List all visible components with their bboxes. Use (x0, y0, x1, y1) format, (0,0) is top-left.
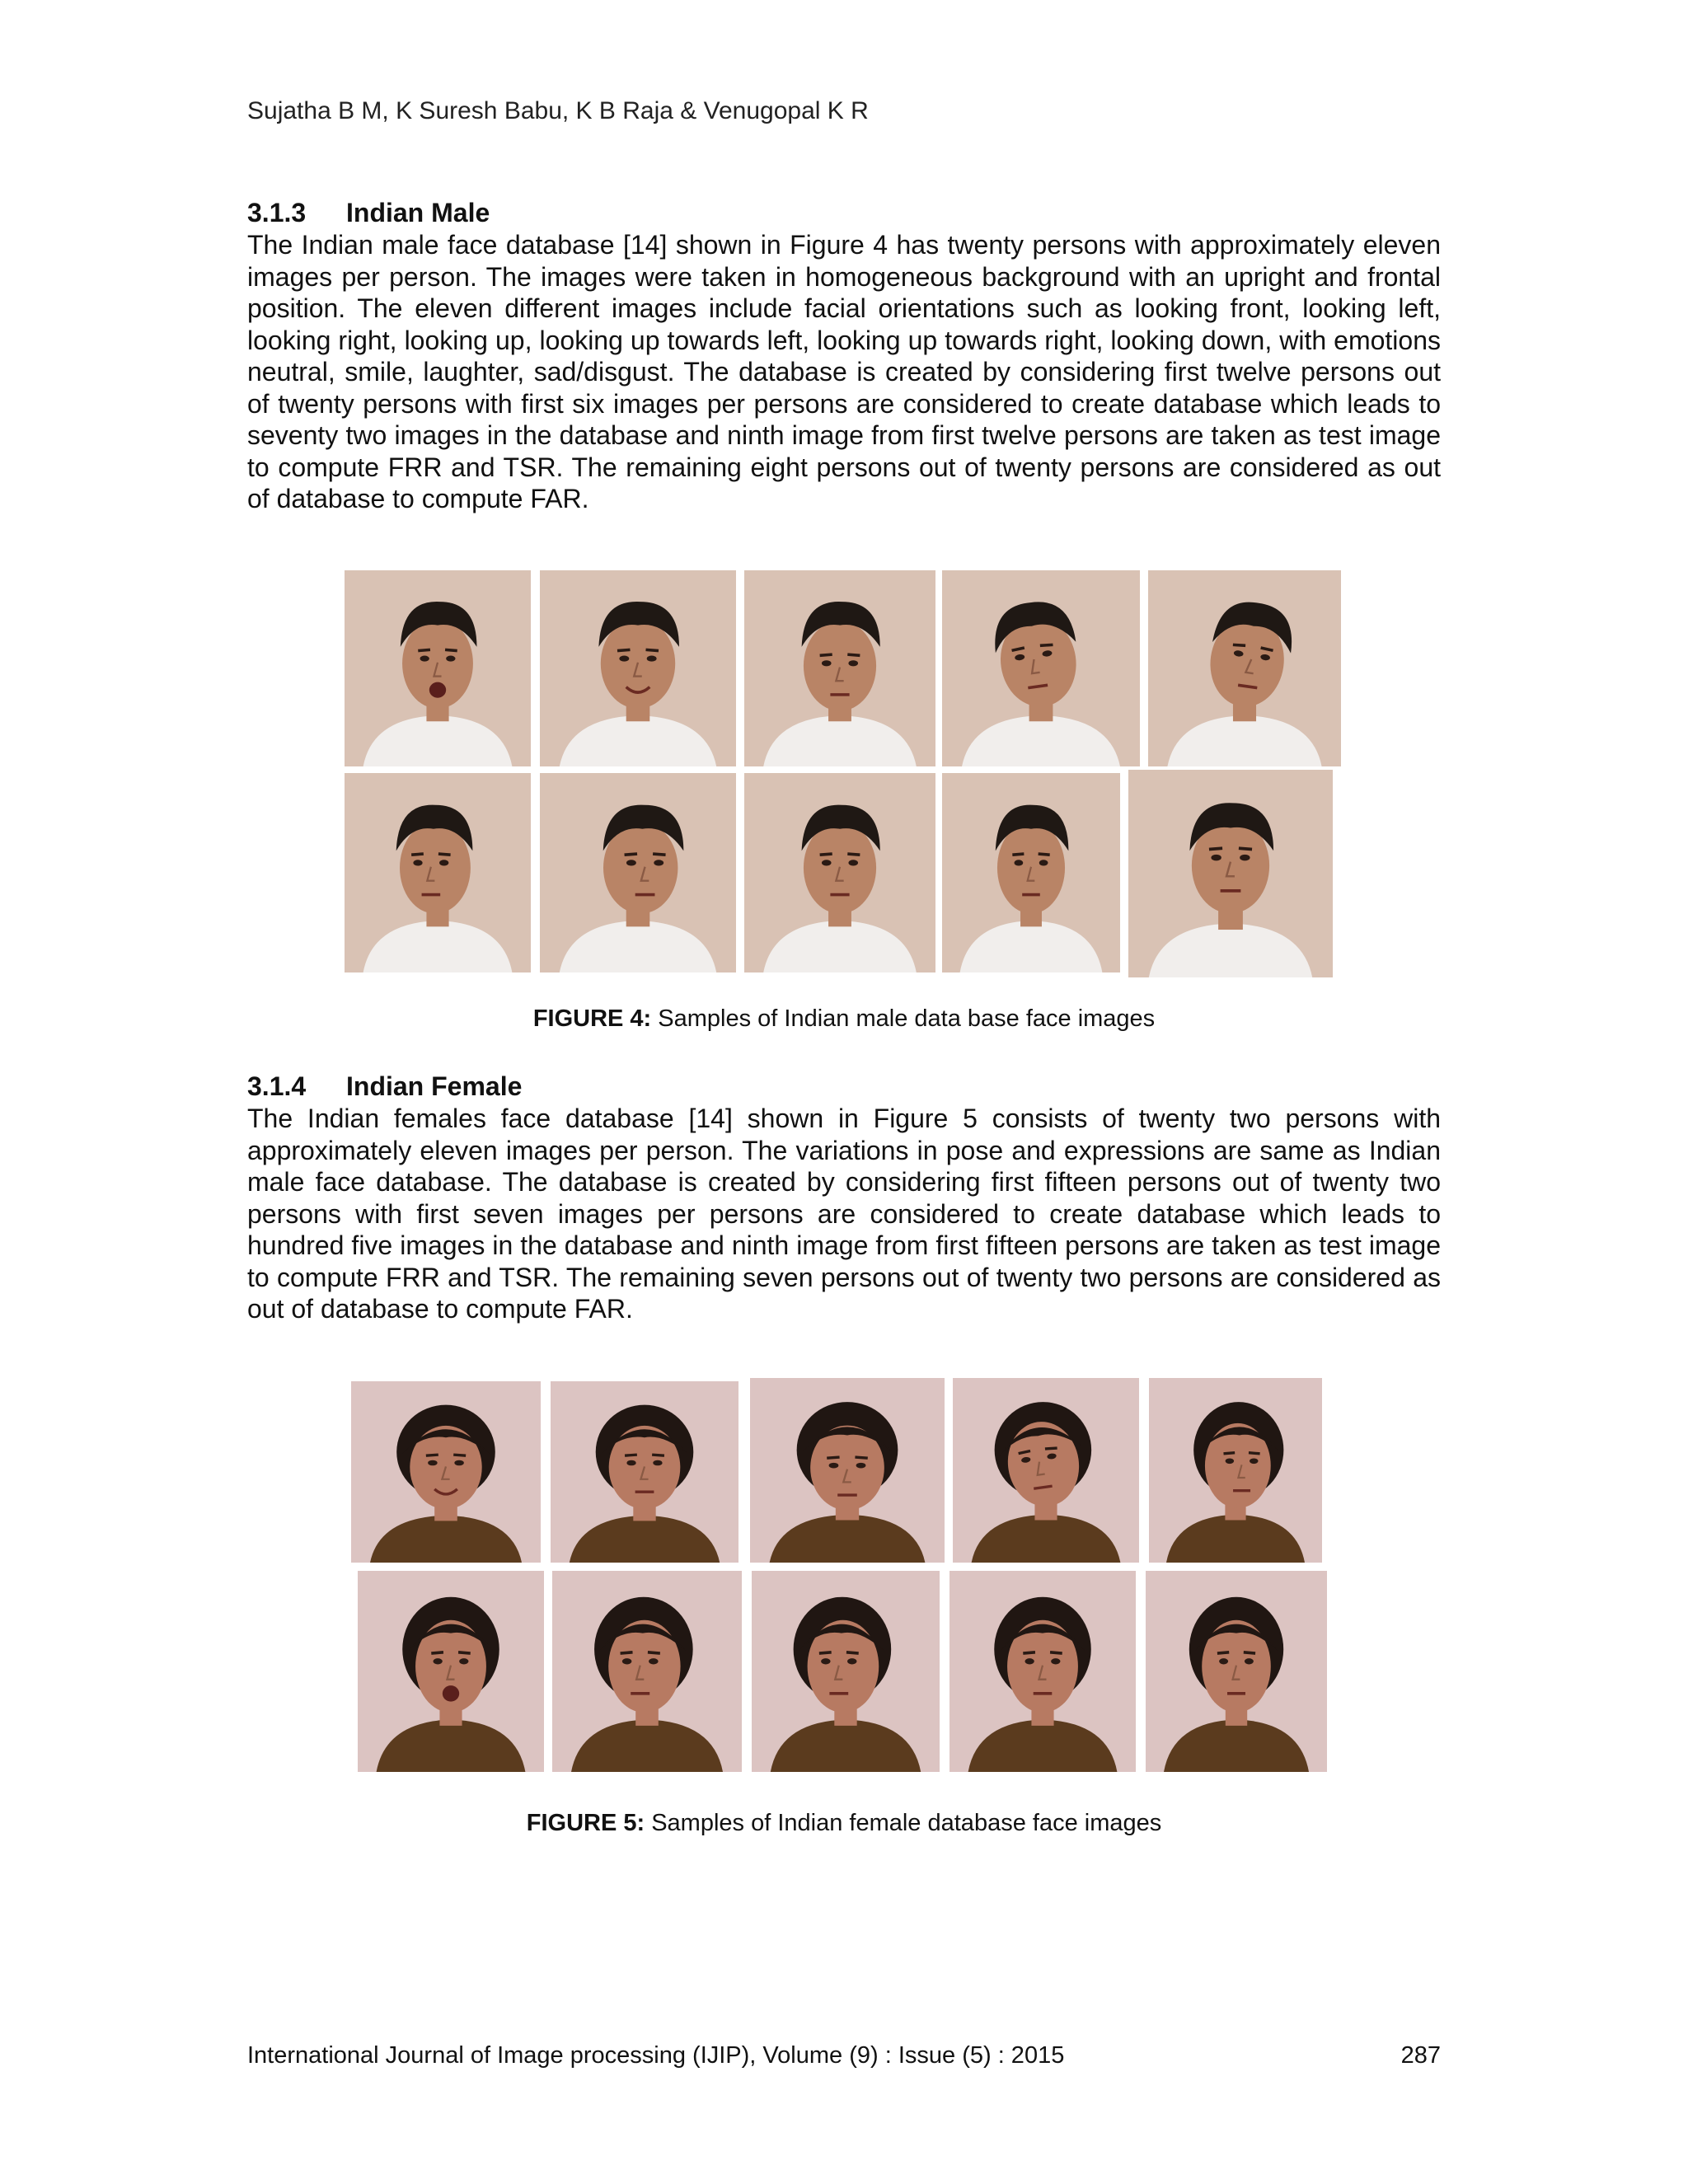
page-number: 287 (1400, 2042, 1441, 2069)
face-photo (1149, 1378, 1322, 1563)
face-photo (351, 1381, 541, 1563)
face-photo (345, 773, 531, 972)
face-photo (750, 1378, 945, 1563)
section-heading-3-1-3 (247, 198, 490, 228)
face-photo (942, 570, 1140, 766)
face-photo (744, 773, 935, 972)
section-paragraph-indian-male: The Indian male face database [14] shown in Figure 4 has twenty persons with approximately eleven images per person. The images were taken in homogeneous background with an upright and frontal position. The eleven different images include facial orientations such as looking front, looking left, looking right, looking up, looking up towards left, looking up towards right, looking down, with emotions neutral, smile, laughter, sad/disgust. The database is created by considering first twelve persons out of twenty persons with first six images per persons are considered to create database which leads to seventy two images in the database and ninth image from first twelve persons are taken as test image to compute FRR and TSR. The remaining eight persons out of twenty persons are considered as out of database to compute FAR. (247, 230, 1441, 513)
section-number: 3.1.4 (247, 1071, 307, 1101)
face-photo (1146, 1571, 1327, 1772)
face-photo (552, 1571, 742, 1772)
face-photo (1128, 770, 1333, 977)
section-paragraph-indian-female: The Indian females face database [14] shown in Figure 5 consists of twenty two persons with approximately eleven images per person. The variations in pose and expressions are same as Indian male face database. The database is created by considering first fifteen persons out of twenty two persons with first seven images per persons are considered to create database which leads to hundred five images in the database and ninth image from first fifteen persons are taken as test image to compute FRR and TSR. The remaining seven persons out of twenty two persons are considered as out of database to compute FAR. (247, 1104, 1441, 1324)
figure-caption-text: Samples of Indian male data base face images (651, 1005, 1156, 1032)
face-photo (358, 1571, 544, 1772)
face-photo (953, 1378, 1139, 1563)
figure-4-caption (0, 1005, 1688, 1033)
journal-citation: International Journal of Image processing (IJIP), Volume (9) : Issue (5) : 2015 (247, 2042, 1065, 2069)
face-photo (540, 773, 736, 972)
face-photo (540, 570, 736, 766)
face-photo (752, 1571, 940, 1772)
figure-label: FIGURE 5: (526, 1810, 645, 1836)
figure-caption-text: Samples of Indian female database face images (645, 1810, 1162, 1836)
face-photo (744, 570, 935, 766)
face-photo (345, 570, 531, 766)
figure-5-caption (0, 1810, 1688, 1837)
section-title: Indian Female (346, 1071, 523, 1101)
page-footer (247, 2042, 1441, 2069)
figure-label: FIGURE 4: (532, 1005, 652, 1032)
face-photo (1148, 570, 1341, 766)
face-photo (942, 773, 1120, 972)
section-number: 3.1.3 (247, 198, 307, 227)
face-photo (950, 1571, 1136, 1772)
running-header: Sujatha B M, K Suresh Babu, K B Raja & Venugopal K R (247, 97, 869, 124)
face-photo (551, 1381, 738, 1563)
section-title: Indian Male (346, 198, 490, 227)
section-heading-3-1-4 (247, 1071, 522, 1102)
